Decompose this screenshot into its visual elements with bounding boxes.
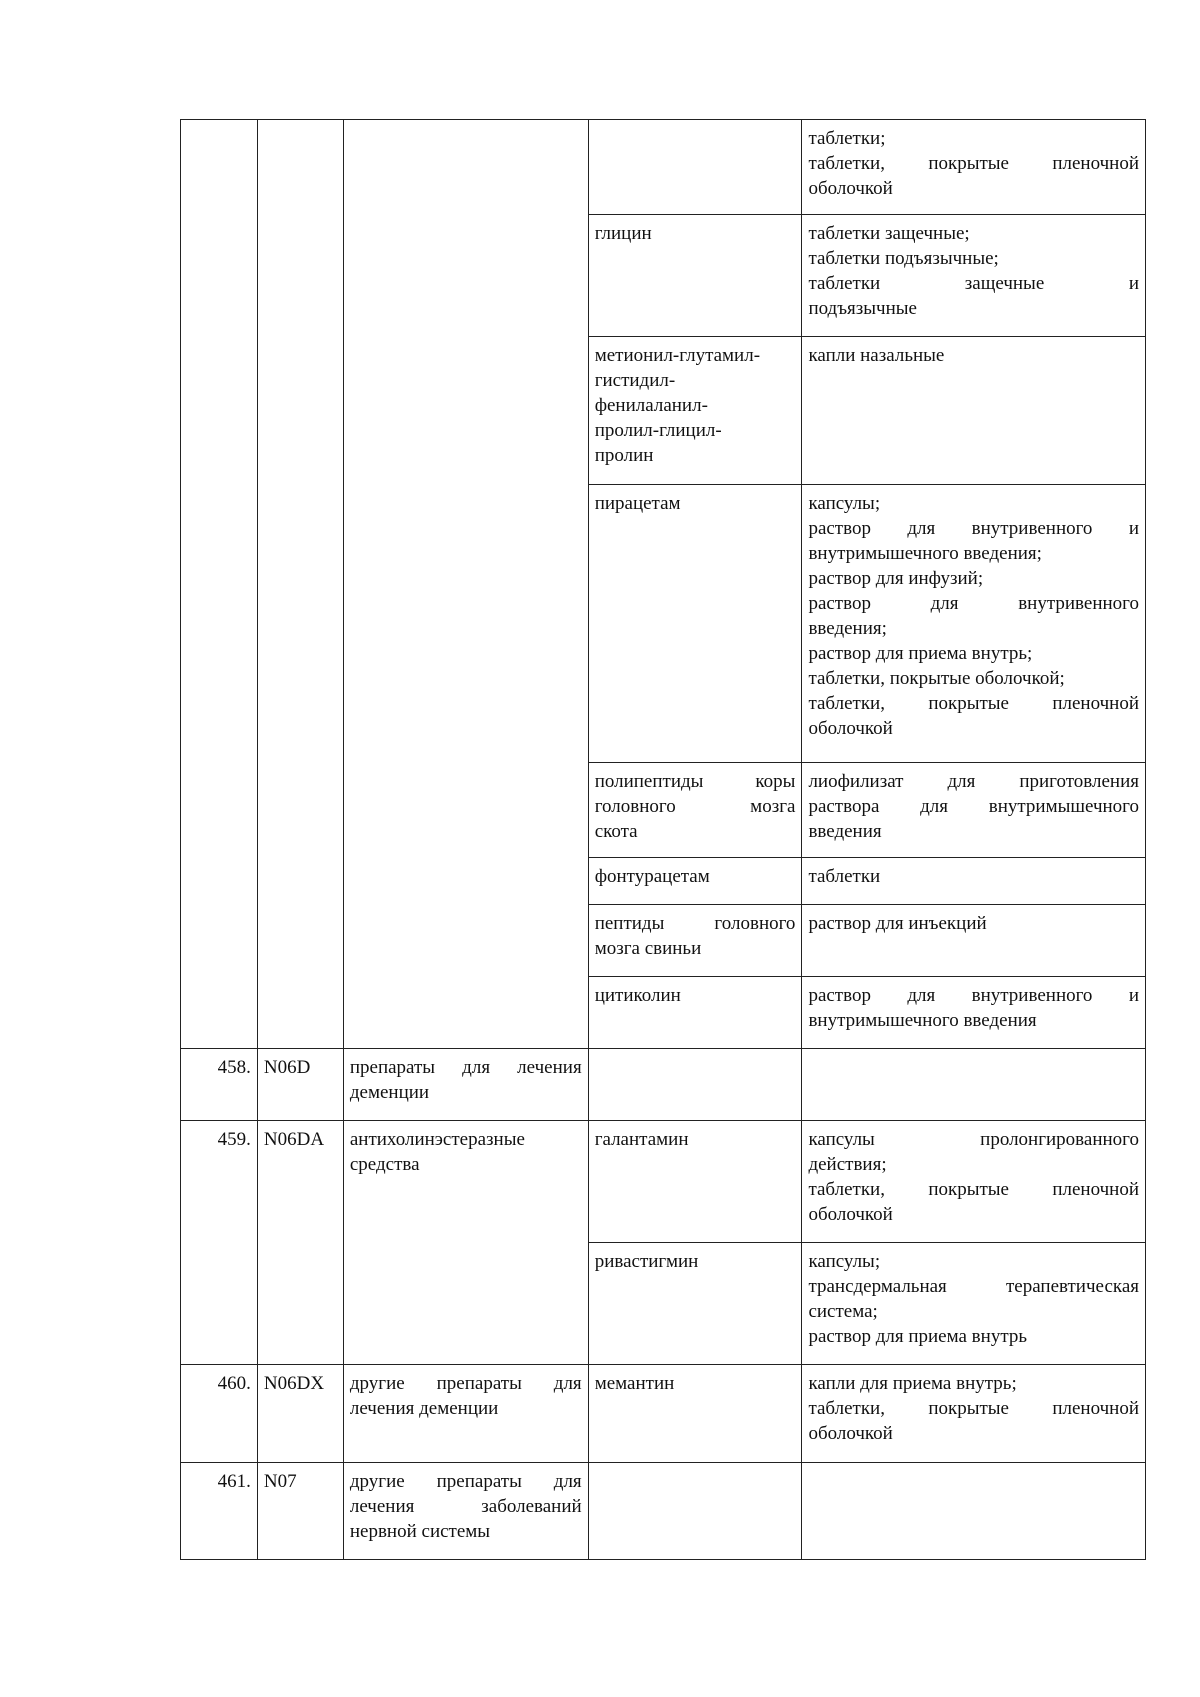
atc-code-cell: N06DA [257,1121,343,1365]
table-row [181,1049,1146,1121]
row-number-cell: 460. [181,1365,258,1463]
substance-line: галантамин [594,1129,689,1150]
substance-line: фенилаланил- [594,395,708,416]
group-cell [343,1463,588,1560]
substance-line: метионил-глутамил- [594,345,761,366]
form-line: таблетки, покрытые пленочной [808,153,1139,174]
substance-line: пролин [594,445,654,466]
form-line: оболочкой [808,1423,893,1444]
dosage-form-cell [802,215,1146,337]
row-number-cell: 458. [181,1049,258,1121]
substance-line: скота [594,821,638,842]
substance-cell [588,905,802,977]
substance-line: мозга свиньи [594,938,702,959]
group-line: другие препараты для [349,1373,582,1394]
form-line: система; [808,1301,878,1322]
form-line: таблетки, покрытые пленочной [808,1179,1139,1200]
substance-cell [588,1243,802,1365]
substance-line: глицин [594,223,652,244]
row-number-cell: 461. [181,1463,258,1560]
atc-code-cell [257,120,343,1049]
atc-code-cell: N06DX [257,1365,343,1463]
group-cell [343,1121,588,1365]
form-line: введения [808,821,882,842]
group-line: нервной системы [349,1521,491,1542]
form-line: таблетки, покрытые пленочной [808,693,1139,714]
form-line: таблетки подъязычные; [808,248,999,269]
substance-cell [588,858,802,905]
form-line: раствор для инфузий; [808,568,984,589]
dosage-form-cell [802,337,1146,485]
substance-line: головного мозга [594,796,796,817]
substance-line: пирацетам [594,493,681,514]
form-line: таблетки [808,866,881,887]
table-row [181,1463,1146,1560]
substance-line: пролил-глицил- [594,420,722,441]
form-line: таблетки; [808,128,886,149]
substance-cell [588,977,802,1049]
dosage-form-cell [802,485,1146,763]
substance-line: пептиды головного [594,913,796,934]
substance-cell [588,1463,802,1560]
group-cell [343,1049,588,1121]
substance-cell [588,763,802,858]
dosage-form-cell [802,1049,1146,1121]
substance-line: мемантин [594,1373,675,1394]
form-line: раствор для внутривенного и [808,985,1139,1006]
form-line: трансдермальная терапевтическая [808,1276,1139,1297]
form-line: введения; [808,618,887,639]
substance-cell [588,1121,802,1243]
substance-line: гистидил- [594,370,676,391]
form-line: оболочкой [808,718,893,739]
group-line: средства [349,1154,420,1175]
form-line: капсулы пролонгированного [808,1129,1139,1150]
substance-line: фонтурацетам [594,866,710,887]
substance-cell [588,215,802,337]
substance-cell [588,337,802,485]
table-row [181,120,1146,215]
drug-list-table [180,119,1146,1560]
form-line: капли для приема внутрь; [808,1373,1017,1394]
substance-line: ривастигмин [594,1251,699,1272]
group-line: препараты для лечения [349,1057,582,1078]
form-line: раствор для внутривенного [808,593,1139,614]
row-number-cell: 459. [181,1121,258,1365]
form-line: раствор для внутривенного и [808,518,1139,539]
group-line: деменции [349,1082,430,1103]
form-line: капсулы; [808,493,881,514]
dosage-form-cell [802,905,1146,977]
form-line: таблетки защечные и [808,273,1139,294]
form-line: раствор для приема внутрь; [808,643,1033,664]
group-cell [343,120,588,1049]
substance-cell [588,1049,802,1121]
group-line: другие препараты для [349,1471,582,1492]
form-line: раствор для приема внутрь [808,1326,1028,1347]
substance-cell [588,485,802,763]
table-row [181,1365,1146,1463]
form-line: таблетки, покрытые оболочкой; [808,668,1065,689]
form-line: внутримышечного введения; [808,543,1042,564]
dosage-form-cell [802,1243,1146,1365]
group-cell [343,1365,588,1463]
atc-code-cell: N07 [257,1463,343,1560]
form-line: раствор для инъекций [808,913,987,934]
atc-code-cell: N06D [257,1049,343,1121]
dosage-form-cell [802,1121,1146,1243]
form-line: оболочкой [808,1204,893,1225]
dosage-form-cell [802,1463,1146,1560]
dosage-form-cell [802,858,1146,905]
dosage-form-cell [802,120,1146,215]
substance-cell [588,120,802,215]
form-line: капли назальные [808,345,945,366]
substance-line: полипептиды коры [594,771,796,792]
form-line: действия; [808,1154,887,1175]
group-line: антихолинэстеразные [349,1129,525,1150]
table-row [181,1121,1146,1243]
dosage-form-cell [802,1365,1146,1463]
dosage-form-cell [802,977,1146,1049]
form-line: раствора для внутримышечного [808,796,1139,817]
form-line: подъязычные [808,298,917,319]
form-line: оболочкой [808,178,893,199]
form-line: капсулы; [808,1251,881,1272]
group-line: лечения заболеваний [349,1496,582,1517]
dosage-form-cell [802,763,1146,858]
substance-cell [588,1365,802,1463]
group-line: лечения деменции [349,1398,499,1419]
form-line: таблетки защечные; [808,223,970,244]
form-line: лиофилизат для приготовления [808,771,1139,792]
row-number-cell [181,120,258,1049]
form-line: таблетки, покрытые пленочной [808,1398,1139,1419]
substance-line: цитиколин [594,985,681,1006]
table-body [181,120,1146,1560]
form-line: внутримышечного введения [808,1010,1037,1031]
